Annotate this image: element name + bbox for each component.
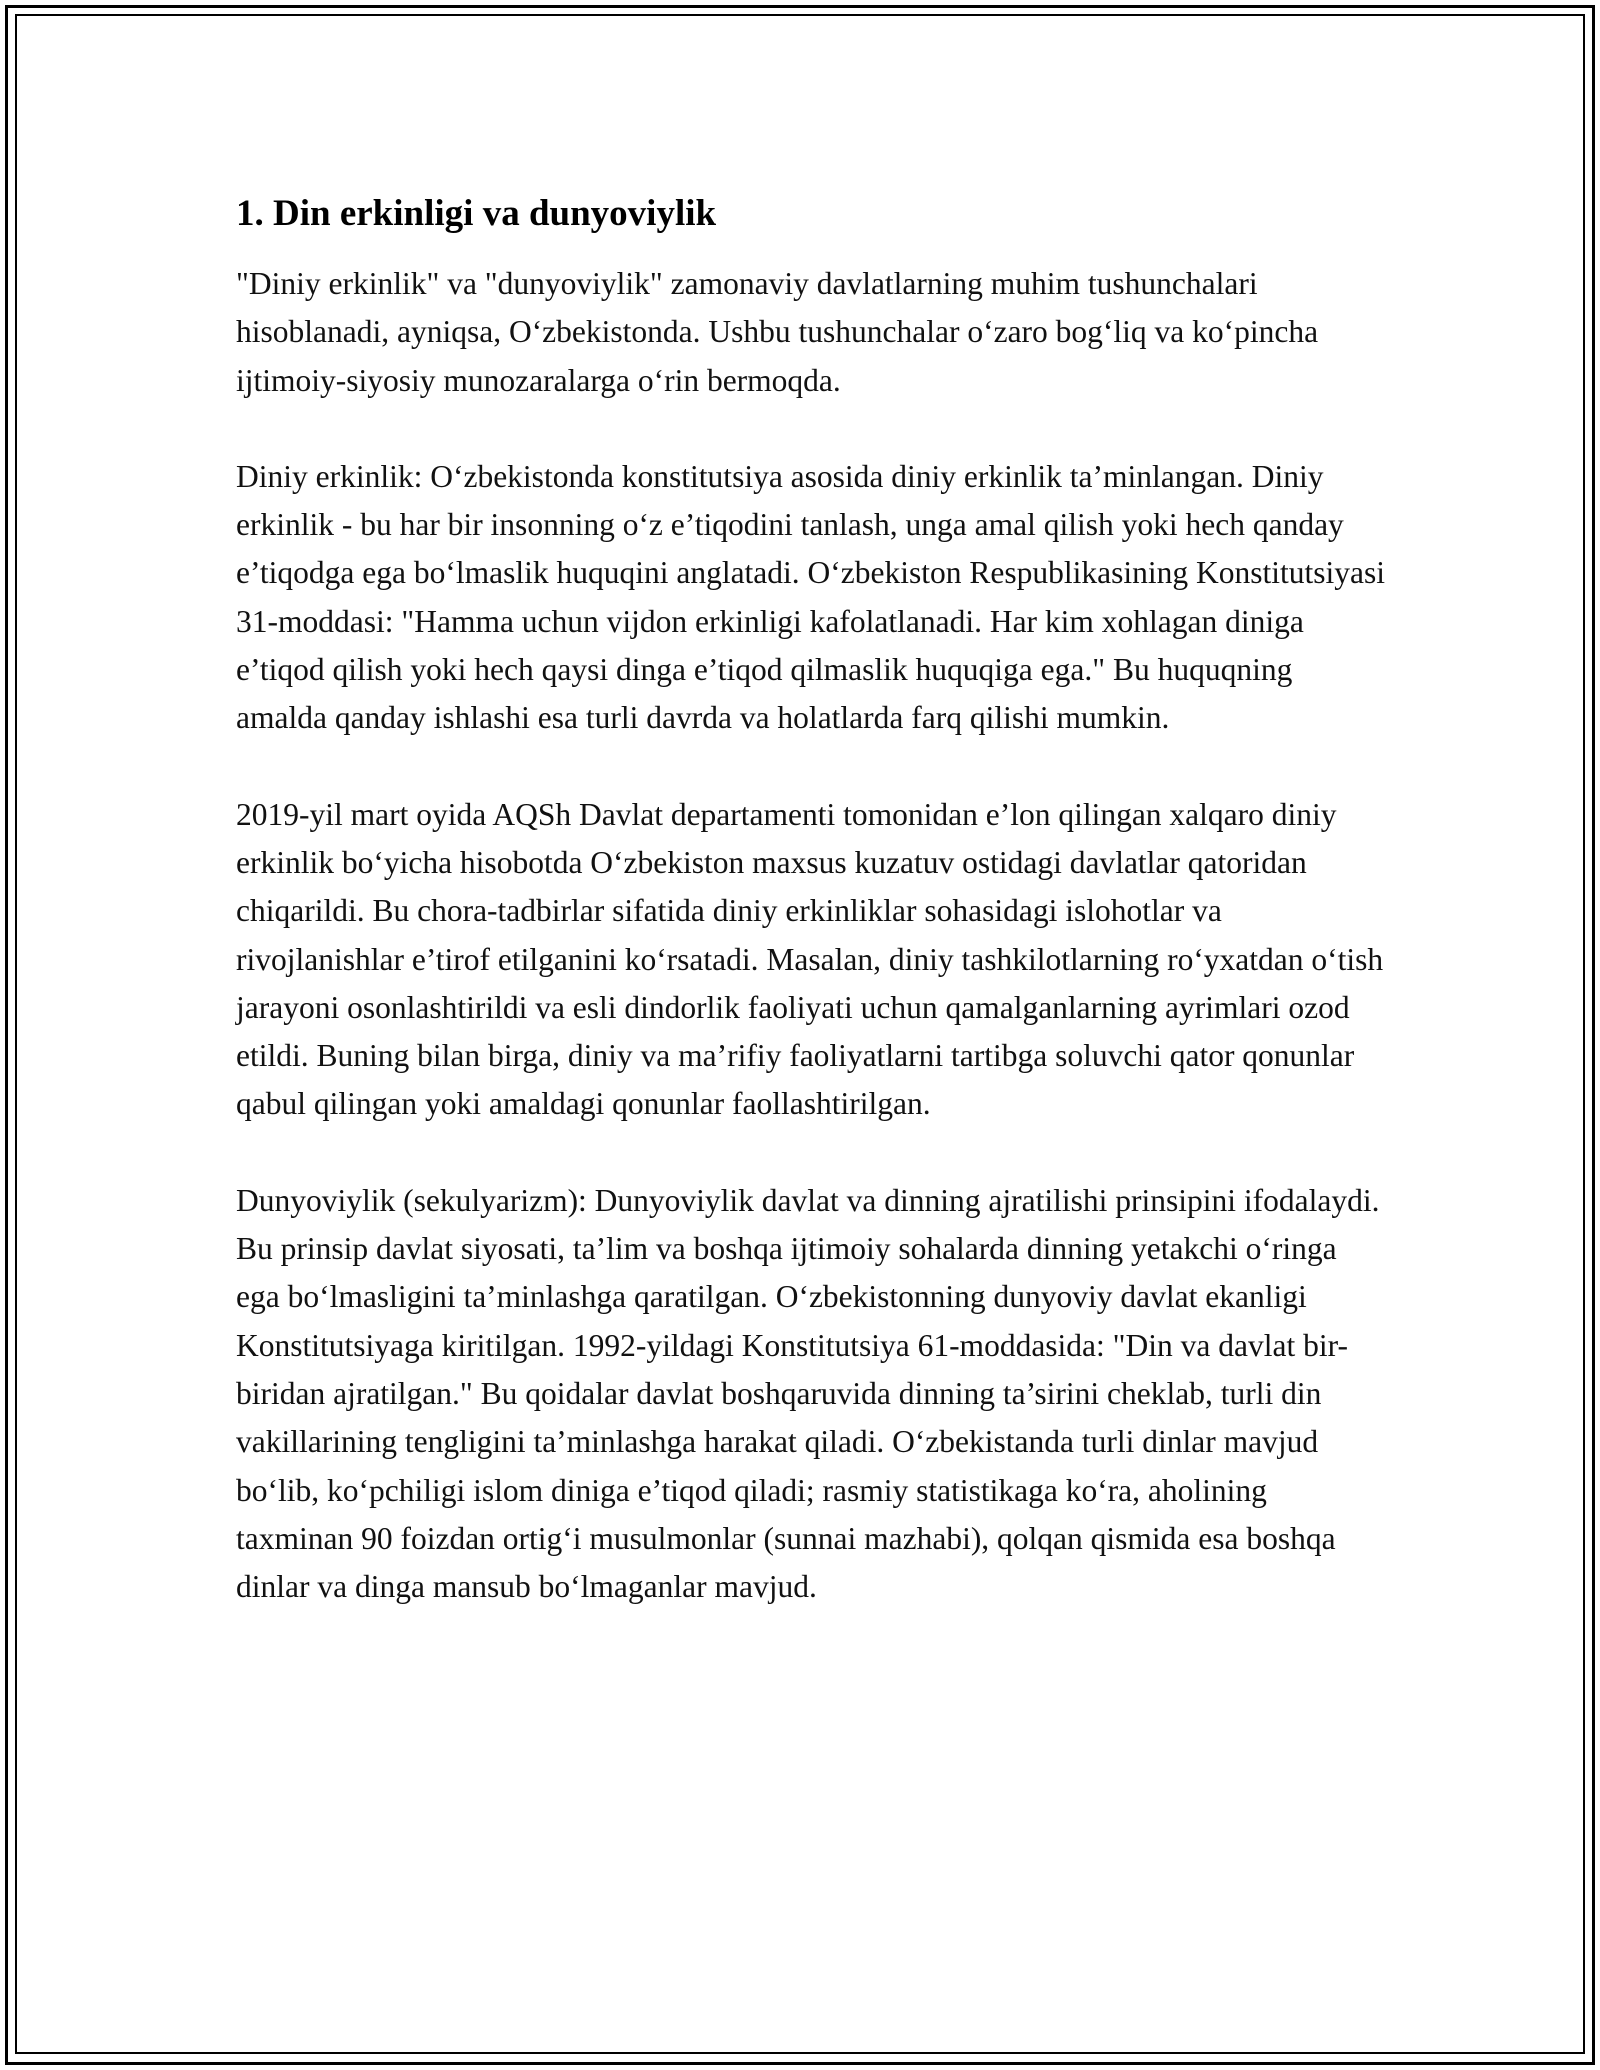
document-body bbox=[236, 190, 1386, 1611]
paragraph-intro: "Diniy erkinlik" va "dunyoviylik" zamonaviy davlatlarning muhim tushunchalari hisoblanadi, ayniqsa, O‘zbekistonda. Ushbu tushunchalar o‘zaro bog‘liq va ko‘pincha ijtimoiy-siyosiy munozaralarga o‘rin bermoqda. bbox=[236, 266, 1319, 398]
paragraph-2019-report: 2019-yil mart oyida AQSh Davlat departamenti tomonidan e’lon qilingan xalqaro diniy erkinlik bo‘yicha hisobotda O‘zbekiston maxsus kuzatuv ostidagi davlatlar qatoridan chiqarildi. Bu chora-tadbirlar sifatida diniy erkinliklar sohasidagi islohotlar va rivojlanishlar e’tirof etilganini ko‘rsatadi. Masalan, diniy tashkilotlarning ro‘yxatdan o‘tish jarayoni osonlashtirildi va esli dindorlik faoliyati uchun qamalganlarning ayrimlari ozod etildi. Buning bilan birga, diniy va ma’rifiy faoliyatlarni tartibga soluvchi qator qonunlar qabul qilingan yoki amaldagi qonunlar faollashtirilgan. bbox=[236, 796, 1384, 1122]
section-heading: 1. Din erkinligi va dunyoviylik bbox=[236, 193, 717, 234]
paragraph-secularism: Dunyoviylik (sekulyarizm): Dunyoviylik davlat va dinning ajratilishi prinsipini ifodalaydi. Bu prinsip davlat siyosati, ta’lim va boshqa ijtimoiy sohalarda dinning yetakchi o‘ringa ega bo‘lmasligini ta’minlashga qaratilgan. O‘zbekistonning dunyoviy davlat ekanligi Konstitutsiyaga kiritilgan. 1992-yildagi Konstitutsiya 61-moddasida: "Din va davlat bir-biridan ajratilgan." Bu qoidalar davlat boshqaruvida dinning ta’sirini cheklab, turli din vakillarining tengligini ta’minlashga harakat qiladi. O‘zbekistanda turli dinlar mavjud bo‘lib, ko‘pchiligi islom diniga e’tiqod qiladi; rasmiy statistikaga ko‘ra, aholining taxminan 90 foizdan ortig‘i musulmonlar (sunnai mazhabi), qolqan qismida esa boshqa dinlar va dinga mansub bo‘lmaganlar mavjud. bbox=[236, 1182, 1380, 1605]
paragraph-religious-freedom: Diniy erkinlik: O‘zbekistonda konstitutsiya asosida diniy erkinlik ta’minlangan. Diniy erkinlik - bu har bir insonning o‘z e’tiqodini tanlash, unga amal qilish yoki hech qanday e’tiqodga ega bo‘lmaslik huquqini anglatadi. O‘zbekiston Respublikasining Konstitutsiyasi 31-moddasi: "Hamma uchun vijdon erkinligi kafolatlanadi. Har kim xohlagan diniga e’tiqod qilish yoki hech qaysi dinga e’tiqod qilmaslik huquqiga ega." Bu huquqning amalda qanday ishlashi esa turli davrda va holatlarda farq qilishi mumkin. bbox=[236, 458, 1386, 736]
